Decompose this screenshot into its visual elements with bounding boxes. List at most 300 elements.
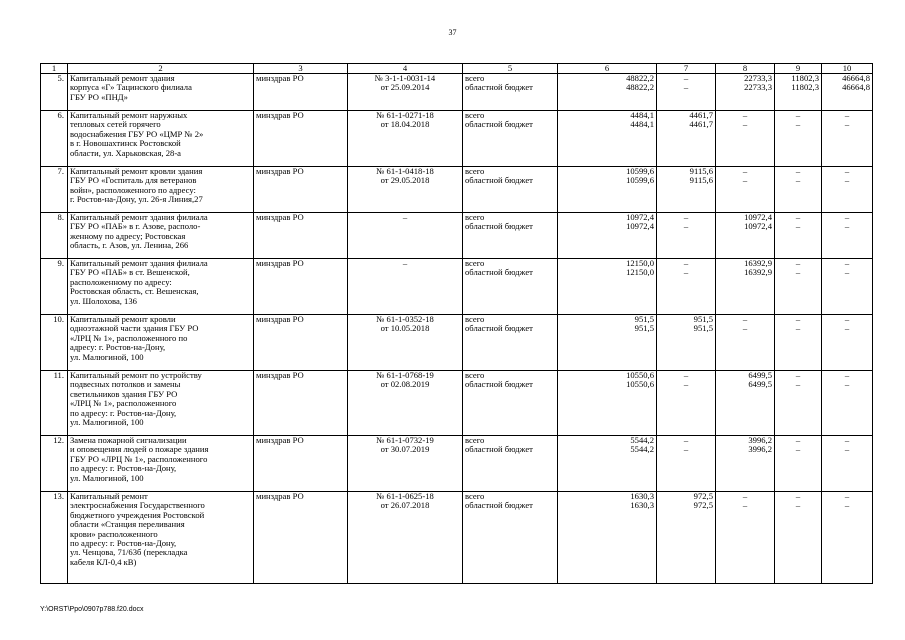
- cell-line: по адресу: г. Ростов-на-Дону,: [70, 537, 177, 548]
- cell-line: –: [795, 258, 801, 268]
- year-amount-cell: [775, 213, 822, 259]
- cell-line: ул. Малюгиной, 100: [70, 416, 144, 427]
- column-number: 5: [463, 64, 558, 74]
- cell-line: всего: [465, 435, 485, 445]
- object-name-cell: [68, 213, 254, 259]
- cell-line: 7.: [57, 166, 64, 176]
- cell-line: областной бюджет: [465, 267, 533, 278]
- cell-line: Капитальный ремонт здания филиала: [70, 212, 208, 222]
- year-amount-cell: [716, 315, 775, 371]
- cell-line: Капитальный ремонт кровли здания: [70, 166, 203, 176]
- expertise-doc-cell: [348, 167, 463, 213]
- year-amount-cell: [775, 111, 822, 167]
- cell-line: 46664,8: [842, 82, 870, 93]
- cell-line: –: [844, 212, 850, 222]
- cell-line: –: [795, 119, 801, 130]
- cell-line: от 02.08.2019: [380, 379, 430, 390]
- year-amount-cell: [775, 74, 822, 111]
- column-number: 4: [348, 64, 463, 74]
- cell-line: 5544,2: [630, 435, 654, 445]
- cell-line: –: [683, 379, 689, 390]
- cell-line: 48822,2: [626, 73, 654, 83]
- cell-line: расположенному по адресу:: [70, 276, 172, 287]
- cell-line: [350, 268, 460, 277]
- cell-line: 12150,0: [626, 258, 654, 268]
- cell-line: всего: [465, 73, 485, 83]
- cell-line: женному по адресу; Ростовская: [70, 230, 186, 241]
- cell-line: 1630,3: [630, 500, 654, 511]
- cell-line: 6499,5: [748, 370, 772, 380]
- cell-line: –: [795, 221, 801, 232]
- cell-line: –: [742, 500, 748, 511]
- cell-line: –: [742, 314, 748, 324]
- cell-line: –: [742, 323, 748, 334]
- cell-line: Капитальный ремонт наружных: [70, 110, 188, 120]
- cell-line: –: [795, 435, 801, 445]
- cell-line: –: [683, 82, 689, 93]
- cell-line: светильников здания ГБУ РО: [70, 388, 178, 399]
- expertise-doc-cell: [348, 492, 463, 584]
- cell-line: № 61-1-0625-18: [376, 491, 434, 501]
- year-amount-cell: [657, 315, 716, 371]
- year-amount-cell: [716, 213, 775, 259]
- cell-line: одноэтажной части здания ГБУ РО: [70, 323, 199, 334]
- cell-line: –: [844, 444, 850, 455]
- cell-line: «ЛРЦ № 1», расположенного: [70, 398, 177, 409]
- cost-cell: [558, 492, 657, 584]
- table-row: [41, 259, 873, 315]
- year-amount-cell: [657, 111, 716, 167]
- cost-cell: [558, 111, 657, 167]
- cell-line: от 10.05.2018: [380, 323, 430, 334]
- cell-line: –: [683, 221, 689, 232]
- cell-line: –: [683, 444, 689, 455]
- cell-line: 8.: [57, 212, 64, 222]
- year-amount-cell: [822, 492, 873, 584]
- agency-cell: [254, 315, 348, 371]
- object-name-cell: [68, 371, 254, 436]
- cell-line: 6.: [57, 110, 64, 120]
- table-row: [41, 213, 873, 259]
- column-number: 8: [716, 64, 775, 74]
- cell-line: 4461,7: [689, 110, 713, 120]
- cell-line: –: [844, 221, 850, 232]
- cell-line: областной бюджет: [465, 323, 533, 334]
- expertise-doc-cell: [348, 371, 463, 436]
- cell-line: бюджетного учреждения Ростовской: [70, 509, 205, 520]
- cell-line: 12.: [53, 435, 64, 445]
- cell-line: –: [742, 175, 748, 186]
- cell-line: минздрав РО: [256, 212, 304, 222]
- cell-line: –: [795, 110, 801, 120]
- object-name-cell: [68, 167, 254, 213]
- year-amount-cell: [822, 167, 873, 213]
- funding-source-cell: [463, 111, 558, 167]
- cell-line: минздрав РО: [256, 370, 304, 380]
- agency-cell: [254, 213, 348, 259]
- cell-line: 10599,6: [626, 175, 654, 186]
- cell-line: –: [742, 119, 748, 130]
- cell-line: № 61-1-0271-18: [376, 110, 434, 120]
- cell-line: Капитальный ремонт по устройству: [70, 370, 202, 380]
- column-number-row: [41, 64, 873, 74]
- cell-line: –: [683, 73, 689, 83]
- cell-line: 4461,7: [689, 119, 713, 130]
- funding-source-cell: [463, 371, 558, 436]
- year-amount-cell: [775, 315, 822, 371]
- object-name-cell: [68, 492, 254, 584]
- cell-line: кабеля КЛ-0,4 кВ): [70, 556, 137, 567]
- expertise-doc-cell: [348, 436, 463, 492]
- table-body: [41, 64, 873, 584]
- cell-line: –: [795, 166, 801, 176]
- object-name-cell: [68, 111, 254, 167]
- cell-line: 5.: [57, 73, 64, 83]
- cell-line: от 29.05.2018: [380, 175, 430, 186]
- expertise-doc-cell: [348, 111, 463, 167]
- cell-line: 22733,3: [744, 82, 772, 93]
- cell-line: от 30.07.2019: [380, 444, 430, 455]
- row-number-cell: [41, 315, 68, 371]
- cell-line: 11.: [53, 370, 64, 380]
- cell-line: по адресу: г. Ростов-на-Дону,: [70, 407, 177, 418]
- object-name-cell: [68, 436, 254, 492]
- cell-line: –: [844, 379, 850, 390]
- funding-source-cell: [463, 315, 558, 371]
- cell-line: –: [844, 175, 850, 186]
- cost-cell: [558, 315, 657, 371]
- cell-line: –: [683, 267, 689, 278]
- year-amount-cell: [775, 371, 822, 436]
- cell-line: электроснабжения Государственного: [70, 500, 205, 511]
- cell-line: ГБУ РО «ЛРЦ № 1», расположенного: [70, 453, 208, 464]
- table-row: [41, 436, 873, 492]
- row-number-cell: [41, 259, 68, 315]
- expertise-doc-cell: [348, 259, 463, 315]
- cost-cell: [558, 259, 657, 315]
- cost-cell: [558, 74, 657, 111]
- cell-line: в г. Новошахтинск Ростовской: [70, 138, 181, 149]
- cell-line: всего: [465, 314, 485, 324]
- cost-cell: [558, 436, 657, 492]
- cell-line: 9115,6: [689, 166, 713, 176]
- column-number: 7: [657, 64, 716, 74]
- cell-line: –: [795, 370, 801, 380]
- table-row: [41, 74, 873, 111]
- cell-line: –: [683, 370, 689, 380]
- cell-line: –: [795, 379, 801, 390]
- cell-line: минздрав РО: [256, 314, 304, 324]
- year-amount-cell: [657, 492, 716, 584]
- cell-line: Замена пожарной сигнализации: [70, 435, 187, 445]
- page-number: 37: [448, 28, 457, 37]
- row-number-cell: [41, 492, 68, 584]
- year-amount-cell: [775, 492, 822, 584]
- cell-line: 951,5: [634, 314, 654, 324]
- cell-line: ул. Малюгиной, 100: [70, 351, 144, 362]
- object-name-cell: [68, 315, 254, 371]
- cell-line: водоснабжения ГБУ РО «ЦМР № 2»: [70, 128, 204, 139]
- cell-line: 4484,1: [630, 119, 654, 130]
- cell-line: области «Станция переливания: [70, 519, 185, 530]
- cell-line: минздрав РО: [256, 491, 304, 501]
- cell-line: минздрав РО: [256, 258, 304, 268]
- cell-line: ул. Шолохова, 136: [70, 295, 137, 306]
- cell-line: 3996,2: [748, 444, 772, 455]
- cell-line: г. Ростов-на-Дону, ул. 26-я Линия,27: [70, 194, 203, 205]
- cell-line: –: [844, 110, 850, 120]
- cell-line: 3996,2: [748, 435, 772, 445]
- year-amount-cell: [657, 213, 716, 259]
- year-amount-cell: [775, 167, 822, 213]
- cell-line: 5544,2: [630, 444, 654, 455]
- cell-line: всего: [465, 110, 485, 120]
- agency-cell: [254, 167, 348, 213]
- funding-source-cell: [463, 213, 558, 259]
- cell-line: минздрав РО: [256, 110, 304, 120]
- year-amount-cell: [657, 259, 716, 315]
- cell-line: минздрав РО: [256, 435, 304, 445]
- cell-line: 972,5: [693, 491, 713, 501]
- expertise-doc-cell: [348, 213, 463, 259]
- cell-line: 12150,0: [626, 267, 654, 278]
- cell-line: всего: [465, 258, 485, 268]
- year-amount-cell: [657, 436, 716, 492]
- object-name-cell: [68, 259, 254, 315]
- object-name-cell: [68, 74, 254, 111]
- cell-line: всего: [465, 166, 485, 176]
- cell-line: –: [795, 491, 801, 501]
- cell-line: ГБУ РО «ПАБ» в ст. Вешенской,: [70, 267, 190, 278]
- agency-cell: [254, 436, 348, 492]
- funding-source-cell: [463, 167, 558, 213]
- cell-line: 46664,8: [842, 73, 870, 83]
- agency-cell: [254, 74, 348, 111]
- agency-cell: [254, 492, 348, 584]
- funding-source-cell: [463, 259, 558, 315]
- agency-cell: [254, 111, 348, 167]
- cell-line: ГБУ РО «Госпиталь для ветеранов: [70, 175, 197, 186]
- cell-line: всего: [465, 370, 485, 380]
- cell-line: Ростовская область, ст. Вешенская,: [70, 286, 199, 297]
- cell-line: область, г. Азов, ул. Ленина, 266: [70, 240, 189, 251]
- row-number-cell: [41, 111, 68, 167]
- cell-line: 10550,6: [626, 379, 654, 390]
- cell-line: 951,5: [693, 314, 713, 324]
- cell-line: –: [844, 258, 850, 268]
- row-number-cell: [41, 74, 68, 111]
- table-row: [41, 167, 873, 213]
- cell-line: ул. Малюгиной, 100: [70, 472, 144, 483]
- cell-line: –: [795, 267, 801, 278]
- cost-cell: [558, 213, 657, 259]
- cell-line: –: [795, 500, 801, 511]
- cell-line: 10972,4: [626, 212, 654, 222]
- cell-line: от 25.09.2014: [380, 82, 430, 93]
- year-amount-cell: [822, 315, 873, 371]
- cell-line: 48822,2: [626, 82, 654, 93]
- cell-line: –: [795, 444, 801, 455]
- cell-line: № 61-1-0352-18: [376, 314, 434, 324]
- row-number-cell: [41, 213, 68, 259]
- row-number-cell: [41, 436, 68, 492]
- cell-line: 10.: [53, 314, 64, 324]
- year-amount-cell: [822, 213, 873, 259]
- column-number: 1: [41, 64, 68, 74]
- year-amount-cell: [775, 436, 822, 492]
- cell-line: Капитальный ремонт: [70, 491, 148, 501]
- cell-line: –: [795, 212, 801, 222]
- table-row: [41, 315, 873, 371]
- column-number: 9: [775, 64, 822, 74]
- cell-line: Капитальный ремонт здания филиала: [70, 258, 208, 268]
- year-amount-cell: [716, 259, 775, 315]
- cell-line: –: [844, 267, 850, 278]
- year-amount-cell: [657, 74, 716, 111]
- cell-line: 6499,5: [748, 379, 772, 390]
- row-number-cell: [41, 371, 68, 436]
- funding-source-cell: [463, 492, 558, 584]
- cell-line: –: [844, 435, 850, 445]
- cell-line: всего: [465, 212, 485, 222]
- cell-line: «ЛРЦ № 1», расположенного по: [70, 332, 188, 343]
- year-amount-cell: [716, 371, 775, 436]
- expertise-doc-cell: [348, 74, 463, 111]
- year-amount-cell: [657, 371, 716, 436]
- cell-line: –: [844, 370, 850, 380]
- cell-line: войн», расположенного по адресу:: [70, 184, 196, 195]
- cell-line: ГБУ РО «ПАБ» в г. Азове, располо-: [70, 221, 201, 232]
- program-table: [40, 63, 873, 584]
- cell-line: областной бюджет: [465, 82, 533, 93]
- cell-line: 951,5: [634, 323, 654, 334]
- cell-line: –: [844, 119, 850, 130]
- table-row: [41, 371, 873, 436]
- cell-line: 16392,9: [744, 267, 772, 278]
- cell-line: № 3-1-1-0031-14: [374, 73, 436, 83]
- cell-line: тепловых сетей горячего: [70, 119, 161, 130]
- cell-line: 11802,3: [791, 73, 819, 83]
- cell-line: –: [844, 314, 850, 324]
- cell-line: 9.: [57, 258, 64, 268]
- cell-line: 16392,9: [744, 258, 772, 268]
- year-amount-cell: [716, 111, 775, 167]
- cell-line: 972,5: [693, 500, 713, 511]
- cell-line: –: [402, 212, 408, 222]
- column-number: 3: [254, 64, 348, 74]
- cell-line: 22733,3: [744, 73, 772, 83]
- cell-line: областной бюджет: [465, 175, 533, 186]
- cell-line: –: [402, 258, 408, 268]
- cell-line: адресу: г. Ростов-на-Дону,: [70, 342, 166, 353]
- row-number-cell: [41, 167, 68, 213]
- cell-line: –: [844, 323, 850, 334]
- year-amount-cell: [822, 74, 873, 111]
- table-row: [41, 492, 873, 584]
- cell-line: № 61-1-0418-18: [376, 166, 434, 176]
- year-amount-cell: [822, 436, 873, 492]
- column-number: 10: [822, 64, 873, 74]
- cell-line: –: [742, 491, 748, 501]
- cell-line: 10550,6: [626, 370, 654, 380]
- year-amount-cell: [716, 492, 775, 584]
- cell-line: 4484,1: [630, 110, 654, 120]
- cell-line: –: [683, 258, 689, 268]
- cell-line: –: [844, 500, 850, 511]
- agency-cell: [254, 259, 348, 315]
- cell-line: [350, 222, 460, 231]
- cell-line: № 61-1-0732-19: [376, 435, 434, 445]
- year-amount-cell: [822, 259, 873, 315]
- year-amount-cell: [716, 167, 775, 213]
- cell-line: 10599,6: [626, 166, 654, 176]
- agency-cell: [254, 371, 348, 436]
- cell-line: –: [844, 491, 850, 501]
- cell-line: подвесных потолков и замены: [70, 379, 181, 390]
- cell-line: –: [683, 212, 689, 222]
- cell-line: от 18.04.2018: [380, 119, 430, 130]
- expertise-doc-cell: [348, 315, 463, 371]
- year-amount-cell: [822, 111, 873, 167]
- cell-line: –: [742, 166, 748, 176]
- cell-line: минздрав РО: [256, 166, 304, 176]
- funding-source-cell: [463, 74, 558, 111]
- cell-line: минздрав РО: [256, 73, 304, 83]
- cell-line: 10972,4: [744, 212, 772, 222]
- cell-line: 11802,3: [791, 82, 819, 93]
- cell-line: Капитальный ремонт здания: [70, 73, 175, 83]
- cell-line: –: [742, 110, 748, 120]
- cell-line: ГБУ РО «ПНД»: [70, 91, 128, 102]
- cell-line: всего: [465, 491, 485, 501]
- cell-line: № 61-1-0768-19: [376, 370, 434, 380]
- cell-line: и оповещения людей о пожаре здания: [70, 444, 209, 455]
- cell-line: 951,5: [693, 323, 713, 334]
- cell-line: 9115,6: [689, 175, 713, 186]
- year-amount-cell: [716, 436, 775, 492]
- column-number: 6: [558, 64, 657, 74]
- cell-line: 10972,4: [626, 221, 654, 232]
- cost-cell: [558, 371, 657, 436]
- column-number: 2: [68, 64, 254, 74]
- cell-line: –: [795, 314, 801, 324]
- file-path-footer: Y:\ORST\Ppo\0907p788.f20.docx: [40, 606, 144, 613]
- cell-line: –: [683, 435, 689, 445]
- cell-line: –: [795, 175, 801, 186]
- cell-line: 1630,3: [630, 491, 654, 501]
- cell-line: областной бюджет: [465, 444, 533, 455]
- cell-line: крови» расположенного: [70, 528, 158, 539]
- funding-source-cell: [463, 436, 558, 492]
- cell-line: 10972,4: [744, 221, 772, 232]
- year-amount-cell: [657, 167, 716, 213]
- cell-line: 13.: [53, 491, 64, 501]
- cell-line: областной бюджет: [465, 379, 533, 390]
- cell-line: области, ул. Харьковская, 28-а: [70, 147, 182, 158]
- cell-line: по адресу: г. Ростов-на-Дону,: [70, 463, 177, 474]
- cell-line: корпуса «Г» Тацинского филиала: [70, 82, 192, 93]
- cell-line: областной бюджет: [465, 500, 533, 511]
- table-row: [41, 111, 873, 167]
- cell-line: областной бюджет: [465, 221, 533, 232]
- cell-line: ул. Ченцова, 71/63б (перекладка: [70, 547, 188, 558]
- cell-line: –: [795, 323, 801, 334]
- cell-line: Капитальный ремонт кровли: [70, 314, 176, 324]
- cell-line: от 26.07.2018: [380, 500, 430, 511]
- cell-line: –: [844, 166, 850, 176]
- year-amount-cell: [716, 74, 775, 111]
- cell-line: областной бюджет: [465, 119, 533, 130]
